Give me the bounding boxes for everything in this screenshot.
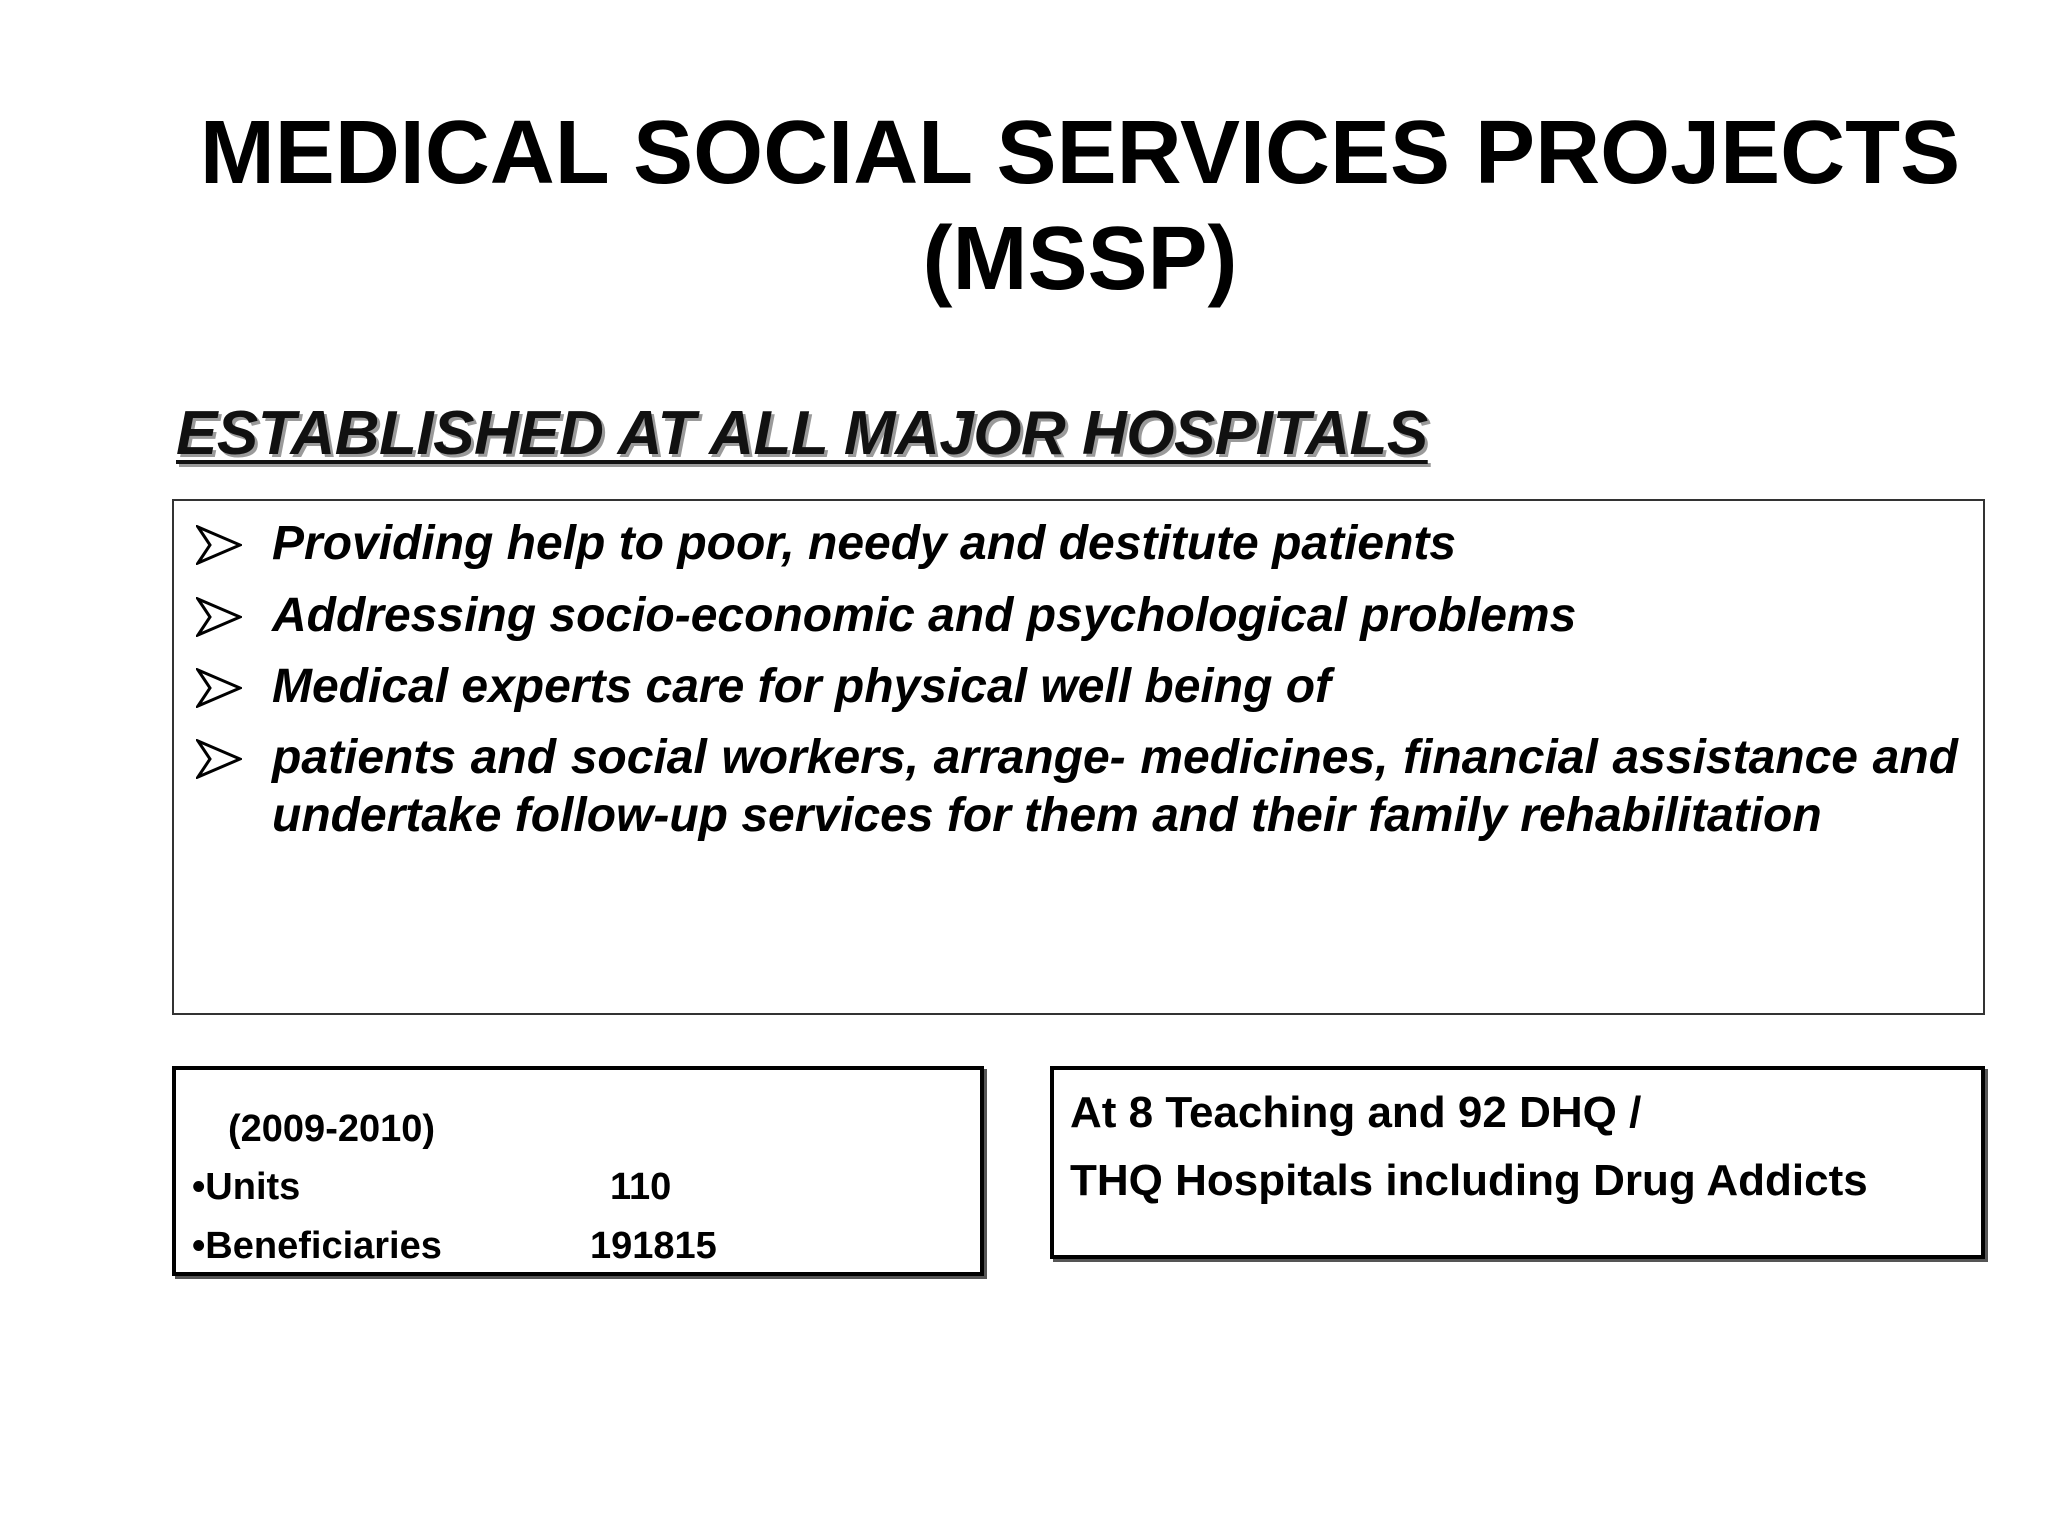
note-line-1: At 8 Teaching and 92 DHQ / xyxy=(1070,1088,1642,1137)
page-title-line-1: MEDICAL SOCIAL SERVICES PROJECTS xyxy=(199,103,1961,203)
services-bullet-box xyxy=(172,499,1985,1015)
arrowhead-bullet-icon xyxy=(196,739,242,779)
stats-period: (2009-2010) xyxy=(228,1108,436,1150)
stats-label: •Units xyxy=(192,1166,301,1208)
page-title xyxy=(180,100,1980,312)
arrowhead-bullet-icon xyxy=(196,597,242,637)
page-title-line-2: (MSSP) xyxy=(922,209,1238,309)
stats-box xyxy=(172,1066,984,1276)
stats-value: 110 xyxy=(610,1166,672,1208)
section-heading: ESTABLISHED AT ALL MAJOR HOSPITALS xyxy=(176,399,1428,468)
bullet-text: Addressing socio-economic and psychological problems xyxy=(272,589,1577,642)
bullet-text: Providing help to poor, needy and destitute patients xyxy=(272,517,1457,570)
note-line-2: THQ Hospitals including Drug Addicts xyxy=(1070,1156,1868,1205)
stats-label: •Beneficiaries xyxy=(192,1225,442,1267)
arrowhead-bullet-icon xyxy=(196,668,242,708)
hospitals-note-box xyxy=(1050,1066,1985,1259)
stats-value: 191815 xyxy=(590,1225,717,1267)
bullet-text: patients and social workers, arrange- medicines, financial assistance and undertake follow-up services for them and their family rehabilitation xyxy=(272,731,1958,842)
arrowhead-bullet-icon xyxy=(196,525,242,565)
bullet-text: Medical experts care for physical well being of xyxy=(272,660,1332,713)
